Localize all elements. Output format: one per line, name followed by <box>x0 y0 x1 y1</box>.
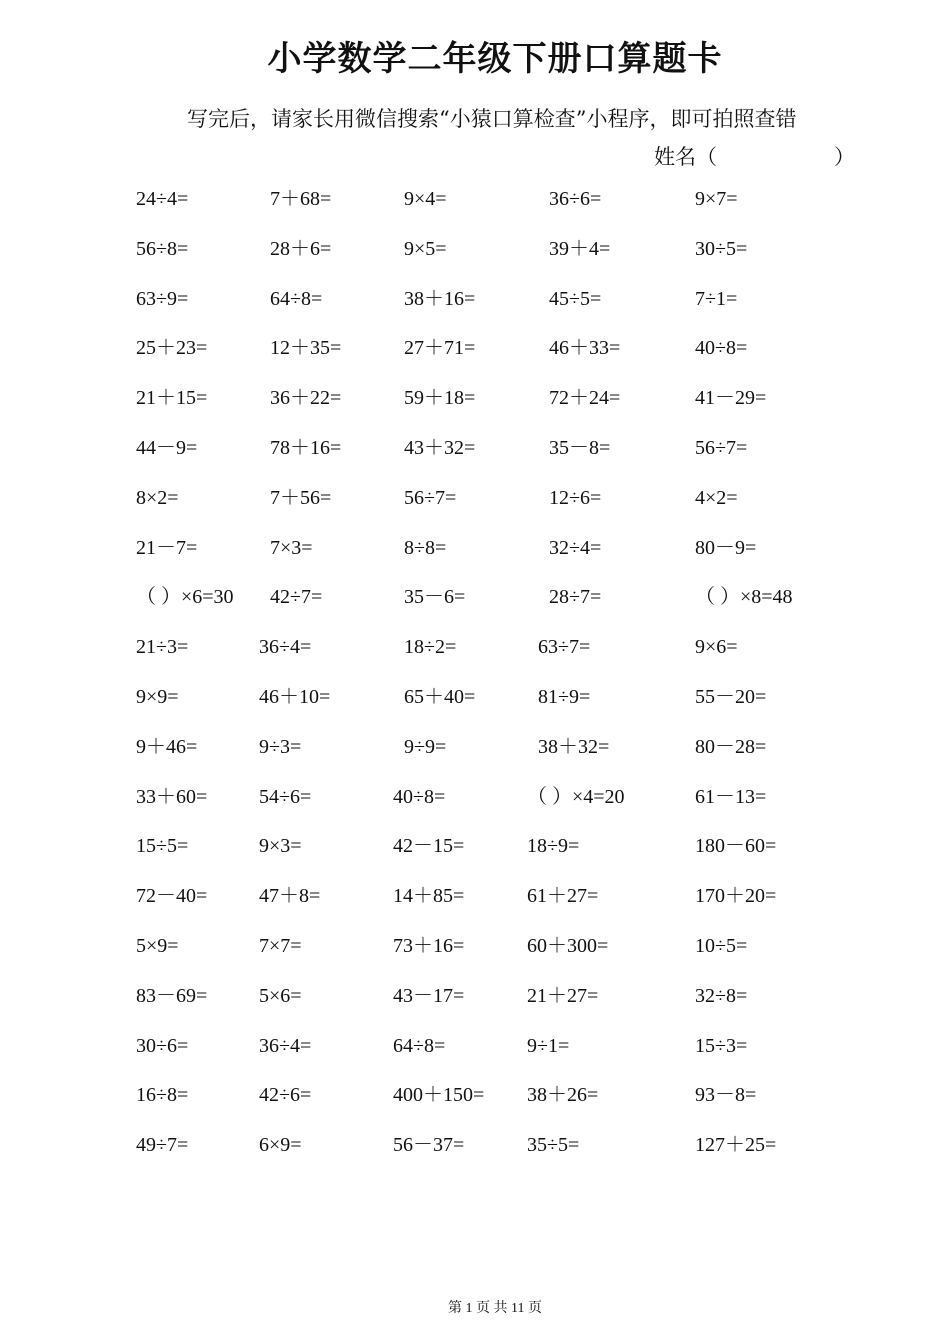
problem-r5-c2: 36＋22= <box>270 387 342 409</box>
problem-r19-c4: 38＋26= <box>527 1084 599 1106</box>
page-footer: 第 1 页 共 11 页 <box>448 1301 542 1316</box>
problem-r13-c1: 33＋60= <box>136 786 208 808</box>
problem-r11-c2: 46＋10= <box>259 686 331 708</box>
problem-r3-c3: 38＋16= <box>404 288 476 310</box>
problem-r5-c1: 21＋15= <box>136 387 208 409</box>
problem-r2-c3: 9×5= <box>404 238 447 260</box>
problem-r9-c4: 28÷7= <box>549 586 602 608</box>
problem-r8-c5: 80－9= <box>695 537 757 559</box>
problem-r3-c1: 63÷9= <box>136 288 189 310</box>
name-paren-close: ） <box>834 145 855 169</box>
problem-r4-c5: 40÷8= <box>695 337 748 359</box>
problem-r7-c2: 7＋56= <box>270 487 332 509</box>
instruction-text: 写完后，请家长用微信搜索“小猿口算检查”小程序，即可拍照查错 <box>187 107 797 131</box>
problem-r14-c4: 18÷9= <box>527 835 580 857</box>
problem-r16-c5: 10÷5= <box>695 935 748 957</box>
problem-r1-c1: 24÷4= <box>136 188 189 210</box>
problem-r13-c3: 40÷8= <box>393 786 446 808</box>
problem-r10-c3: 18÷2= <box>404 636 457 658</box>
problem-r11-c4: 81÷9= <box>538 686 591 708</box>
problem-r12-c4: 38＋32= <box>538 736 610 758</box>
problem-r4-c4: 46＋33= <box>549 337 621 359</box>
problem-r10-c1: 21÷3= <box>136 636 189 658</box>
problem-r7-c1: 8×2= <box>136 487 179 509</box>
problem-r15-c4: 61＋27= <box>527 885 599 907</box>
problem-r1-c2: 7＋68= <box>270 188 332 210</box>
name-label: 姓名（ <box>654 145 717 169</box>
problem-r16-c4: 60＋300= <box>527 935 609 957</box>
problem-r8-c3: 8÷8= <box>404 537 447 559</box>
problem-r11-c1: 9×9= <box>136 686 179 708</box>
problem-r19-c1: 16÷8= <box>136 1084 189 1106</box>
name-field <box>654 142 854 172</box>
problem-r8-c1: 21－7= <box>136 537 198 559</box>
problem-r13-c2: 54÷6= <box>259 786 312 808</box>
problem-r14-c1: 15÷5= <box>136 835 189 857</box>
problem-r20-c4: 35÷5= <box>527 1134 580 1156</box>
problem-r11-c3: 65＋40= <box>404 686 476 708</box>
problem-r6-c5: 56÷7= <box>695 437 748 459</box>
problem-r20-c1: 49÷7= <box>136 1134 189 1156</box>
problem-r1-c5: 9×7= <box>695 188 738 210</box>
problem-r6-c3: 43＋32= <box>404 437 476 459</box>
problem-r15-c2: 47＋8= <box>259 885 321 907</box>
problem-r9-c2: 42÷7= <box>270 586 323 608</box>
problem-r9-c1: （ ）×6=30 <box>136 586 234 608</box>
problem-r10-c4: 63÷7= <box>538 636 591 658</box>
problem-r13-c5: 61－13= <box>695 786 767 808</box>
problem-r10-c2: 36÷4= <box>259 636 312 658</box>
problem-r6-c2: 78＋16= <box>270 437 342 459</box>
problem-r16-c2: 7×7= <box>259 935 302 957</box>
problem-r17-c4: 21＋27= <box>527 985 599 1007</box>
problem-r18-c4: 9÷1= <box>527 1035 570 1057</box>
problem-r3-c2: 64÷8= <box>270 288 323 310</box>
problem-r1-c3: 9×4= <box>404 188 447 210</box>
problem-r17-c3: 43－17= <box>393 985 465 1007</box>
problem-r5-c5: 41－29= <box>695 387 767 409</box>
problem-r17-c2: 5×6= <box>259 985 302 1007</box>
problem-r7-c4: 12÷6= <box>549 487 602 509</box>
problem-r6-c4: 35－8= <box>549 437 611 459</box>
problem-r11-c5: 55－20= <box>695 686 767 708</box>
problem-r16-c3: 73＋16= <box>393 935 465 957</box>
problem-r19-c2: 42÷6= <box>259 1084 312 1106</box>
problem-r18-c2: 36÷4= <box>259 1035 312 1057</box>
problem-r7-c5: 4×2= <box>695 487 738 509</box>
problem-r8-c2: 7×3= <box>270 537 313 559</box>
problem-r17-c5: 32÷8= <box>695 985 748 1007</box>
problem-r2-c2: 28＋6= <box>270 238 332 260</box>
problem-r16-c1: 5×9= <box>136 935 179 957</box>
problem-r15-c5: 170＋20= <box>695 885 777 907</box>
problem-r3-c5: 7÷1= <box>695 288 738 310</box>
problem-r13-c4: （ ）×4=20 <box>527 786 625 808</box>
problem-r20-c3: 56－37= <box>393 1134 465 1156</box>
page-title: 小学数学二年级下册口算题卡 <box>267 39 723 79</box>
problem-r12-c1: 9＋46= <box>136 736 198 758</box>
problem-r12-c3: 9÷9= <box>404 736 447 758</box>
problem-r17-c1: 83－69= <box>136 985 208 1007</box>
problem-r2-c5: 30÷5= <box>695 238 748 260</box>
problem-r5-c3: 59＋18= <box>404 387 476 409</box>
problem-r2-c4: 39＋4= <box>549 238 611 260</box>
problem-r15-c1: 72－40= <box>136 885 208 907</box>
problem-r18-c5: 15÷3= <box>695 1035 748 1057</box>
problem-r6-c1: 44－9= <box>136 437 198 459</box>
problem-r1-c4: 36÷6= <box>549 188 602 210</box>
problem-r7-c3: 56÷7= <box>404 487 457 509</box>
problem-r8-c4: 32÷4= <box>549 537 602 559</box>
problem-r20-c2: 6×9= <box>259 1134 302 1156</box>
problem-r18-c3: 64÷8= <box>393 1035 446 1057</box>
problem-r5-c4: 72＋24= <box>549 387 621 409</box>
problem-r14-c5: 180－60= <box>695 835 777 857</box>
problem-r12-c2: 9÷3= <box>259 736 302 758</box>
problem-r3-c4: 45÷5= <box>549 288 602 310</box>
problem-r19-c3: 400＋150= <box>393 1084 485 1106</box>
problem-r9-c5: （ ）×8=48 <box>695 586 793 608</box>
problem-r14-c3: 42－15= <box>393 835 465 857</box>
problem-r2-c1: 56÷8= <box>136 238 189 260</box>
problem-r4-c3: 27＋71= <box>404 337 476 359</box>
problem-r4-c1: 25＋23= <box>136 337 208 359</box>
problem-r12-c5: 80－28= <box>695 736 767 758</box>
problem-r10-c5: 9×6= <box>695 636 738 658</box>
problem-r20-c5: 127＋25= <box>695 1134 777 1156</box>
problem-r15-c3: 14＋85= <box>393 885 465 907</box>
problem-r14-c2: 9×3= <box>259 835 302 857</box>
problem-r19-c5: 93－8= <box>695 1084 757 1106</box>
problem-r4-c2: 12＋35= <box>270 337 342 359</box>
problem-r18-c1: 30÷6= <box>136 1035 189 1057</box>
problem-r9-c3: 35－6= <box>404 586 466 608</box>
